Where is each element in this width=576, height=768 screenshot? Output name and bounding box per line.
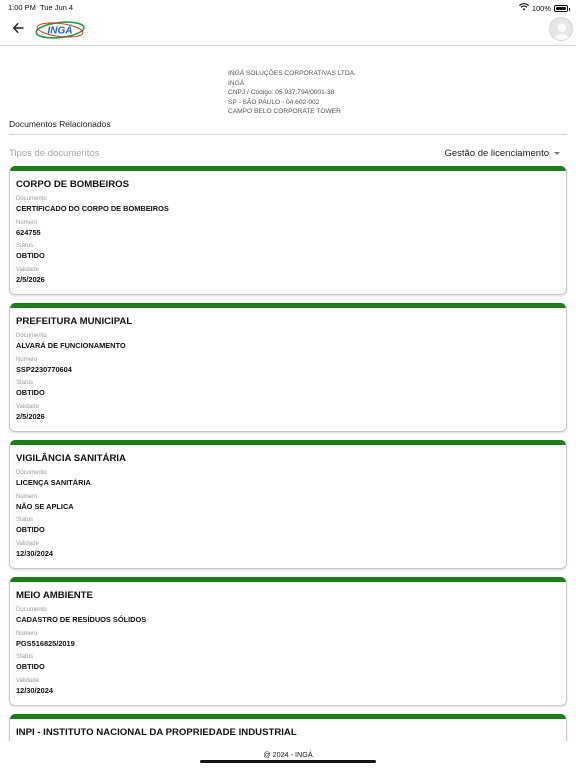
validity-value: 2/5/2026 [16,275,45,284]
card-agency: CORPO DE BOMBEIROS [16,179,130,190]
status-value: OBTIDO [16,251,45,260]
validity-value: 12/30/2024 [16,549,53,558]
card-accent-band [10,303,566,308]
document-value: CERTIFICADO DO CORPO DE BOMBEIROS [16,204,169,213]
document-label: Documento [16,196,47,202]
number-label: Número [16,494,38,500]
number-value: PGS516825/2019 [16,639,75,648]
card-agency: MEIO AMBIENTE [16,590,93,601]
status-label: Status [16,243,34,249]
section-divider [9,134,567,135]
battery-percent: 100% [531,3,551,13]
company-cnpj: CNPJ / Código: 05.937.794/0001-38 [228,89,335,97]
document-value: ALVARÁ DE FUNCIONAMENTO [16,341,126,350]
section-title: Documentos Relacionados [9,119,111,129]
status-value: OBTIDO [16,525,45,534]
home-indicator [200,760,376,763]
number-value: SSP2230770604 [16,365,72,374]
status-label: Status [16,517,34,523]
card-accent-band [10,714,566,719]
document-type-select[interactable] [444,148,560,159]
company-location: SP - SÃO PAULO - 04.602-002 [228,98,320,106]
number-label: Número [16,631,38,637]
document-card[interactable] [9,166,567,295]
logo-text: INGÁ [47,25,73,37]
company-logo [34,19,86,46]
document-type-selected: Gestão de licenciamento [444,148,549,159]
document-label: Documento [16,333,47,339]
validity-label: Validade [16,404,39,410]
status-date: Tue Jun 4 [40,3,74,12]
status-bar [0,0,576,14]
battery-icon [554,5,568,12]
validity-value: 2/5/2026 [16,412,45,421]
number-value: 624755 [16,228,41,237]
document-card[interactable] [9,440,567,569]
document-value: CADASTRO DE RESÍDUOS SÓLIDOS [16,615,147,624]
status-label: Status [16,380,34,386]
back-button[interactable] [9,21,27,39]
document-label: Documento [16,607,47,613]
status-time: 1:00 PM [8,3,36,12]
card-accent-band [10,166,566,171]
status-value: OBTIDO [16,388,45,397]
footer [0,741,576,768]
company-name: INGÁ SOLUÇÕES CORPORATIVAS LTDA. [228,70,356,77]
document-type-placeholder[interactable]: Tipos de documentos [9,148,100,159]
number-label: Número [16,357,38,363]
status-right [519,3,568,13]
avatar[interactable] [549,17,573,41]
number-value: NÃO SE APLICA [16,502,74,511]
company-short-name: INGÁ [228,79,245,87]
card-accent-band [10,577,566,582]
status-label: Status [16,654,34,660]
company-building: CAMPO BELO CORPORATE TOWER [228,108,341,116]
validity-label: Validade [16,267,39,273]
document-value: LICENÇA SANITÁRIA [16,478,91,487]
chevron-down-icon [554,152,560,155]
card-accent-band [10,440,566,445]
company-info [228,69,356,117]
footer-copyright: @ 2024 - INGÁ [263,750,313,759]
card-agency: PREFEITURA MUNICIPAL [16,316,133,327]
number-label: Número [16,220,38,226]
arrow-left-icon [12,21,24,39]
document-card[interactable] [9,577,567,706]
wifi-icon [519,3,529,13]
document-card-list [9,166,567,768]
app-bar [0,14,576,46]
card-agency: VIGILÂNCIA SANITÁRIA [16,453,126,464]
validity-label: Validade [16,541,39,547]
validity-label: Validade [16,678,39,684]
card-agency: INPI - INSTITUTO NACIONAL DA PROPRIEDADE INDUSTRIAL [16,727,297,738]
document-label: Documento [16,470,47,476]
validity-value: 12/30/2024 [16,686,53,695]
document-card[interactable] [9,303,567,432]
status-value: OBTIDO [16,662,45,671]
